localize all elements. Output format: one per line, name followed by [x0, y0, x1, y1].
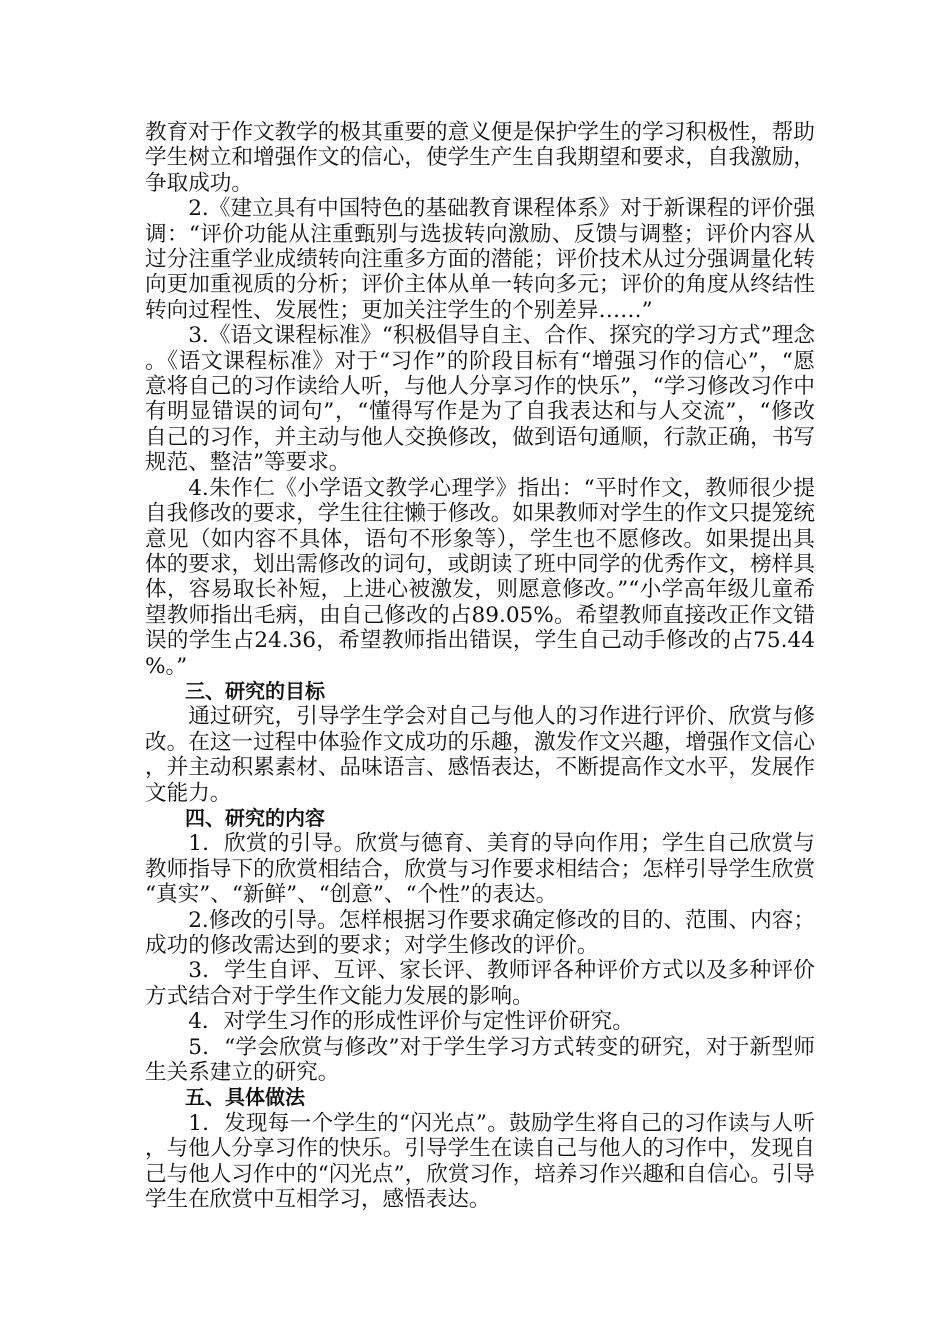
- content-item-2: 2.修改的引导。怎样根据习作要求确定修改的目的、范围、内容；成功的修改需达到的要求；对学生修改的评价。: [145, 907, 815, 958]
- paragraph-item-4: 4.朱作仁《小学语文教学心理学》指出：“平时作文，教师很少提自我修改的要求，学生往往懒于修改。如果教师对学生的作文只提笼统意见（如内容不具体，语句不形象等），学生也不愿修改。如果提出具体的要求，划出需修改的词句，或朗读了班中同学的优秀作文，榜样具体，容易取长补短，上进心被激发，则愿意修改。”“小学高年级儿童希望教师指出毛病，由自己修改的占89.05%。希望教师直接改正作文错误的学生占24.36，希望教师指出错误，学生自己动手修改的占75.44%。”: [145, 475, 815, 679]
- paragraph-continuation: 教育对于作文教学的极其重要的意义便是保护学生的学习积极性，帮助学生树立和增强作文的信心，使学生产生自我期望和要求，自我激励，争取成功。: [145, 120, 815, 196]
- paragraph-item-3: 3.《语文课程标准》“积极倡导自主、合作、探究的学习方式”理念。《语文课程标准》对于“习作”的阶段目标有“增强习作的信心”，“愿意将自己的习作读给人听，与他人分享习作的快乐”，“学习修改习作中有明显错误的词句”，“懂得写作是为了自我表达和与人交流”，“修改自己的习作，并主动与他人交换修改，做到语句通顺，行款正确，书写规范、整洁”等要求。: [145, 323, 815, 476]
- content-item-4: 4．对学生习作的形成性评价与定性评价研究。: [188, 1009, 634, 1035]
- section-heading-content: 四、研究的内容: [185, 805, 325, 830]
- goals-paragraph: 通过研究，引导学生学会对自己与他人的习作进行评价、欣赏与修改。在这一过程中体验作文成功的乐趣，激发作文兴趣，增强作文信心，并主动积累素材、品味语言、感悟表达，不断提高作文水平，发展作文能力。: [145, 704, 815, 806]
- document-body: [145, 120, 815, 1212]
- content-item-1: 1．欣赏的引导。欣赏与德育、美育的导向作用；学生自己欣赏与教师指导下的欣赏相结合，欣赏与习作要求相结合；怎样引导学生欣赏“真实”、“新鲜”、“创意”、“个性”的表达。: [145, 831, 815, 908]
- content-item-5: 5．“学会欣赏与修改”对于学生学习方式转变的研究，对于新型师生关系建立的研究。: [145, 1034, 815, 1086]
- paragraph-item-2: 2.《建立具有中国特色的基础教育课程体系》对于新课程的评价强调：“评价功能从注重甄别与选拔转向激励、反馈与调整；评价内容从过分注重学业成绩转向注重多方面的潜能；评价技术从过分强调量化转向更加重视质的分析；评价主体从单一转向多元；评价的角度从终结性转向过程性、发展性；更加关注学生的个别差异……”: [145, 196, 815, 323]
- section-heading-goals: 三、研究的目标: [185, 678, 325, 703]
- section-heading-methods: 五、具体做法: [185, 1085, 305, 1110]
- content-item-3: 3．学生自评、互评、家长评、教师评各种评价方式以及多种评价方式结合对于学生作文能力发展的影响。: [145, 958, 815, 1009]
- method-item-1: 1．发现每一个学生的“闪光点”。鼓励学生将自己的习作读与人听，与他人分享习作的快乐。引导学生在读自己与他人的习作中，发现自己与他人习作中的“闪光点”，欣赏习作，培养习作兴趣和自信心。引导学生在欣赏中互相学习，感悟表达。: [145, 1110, 815, 1213]
